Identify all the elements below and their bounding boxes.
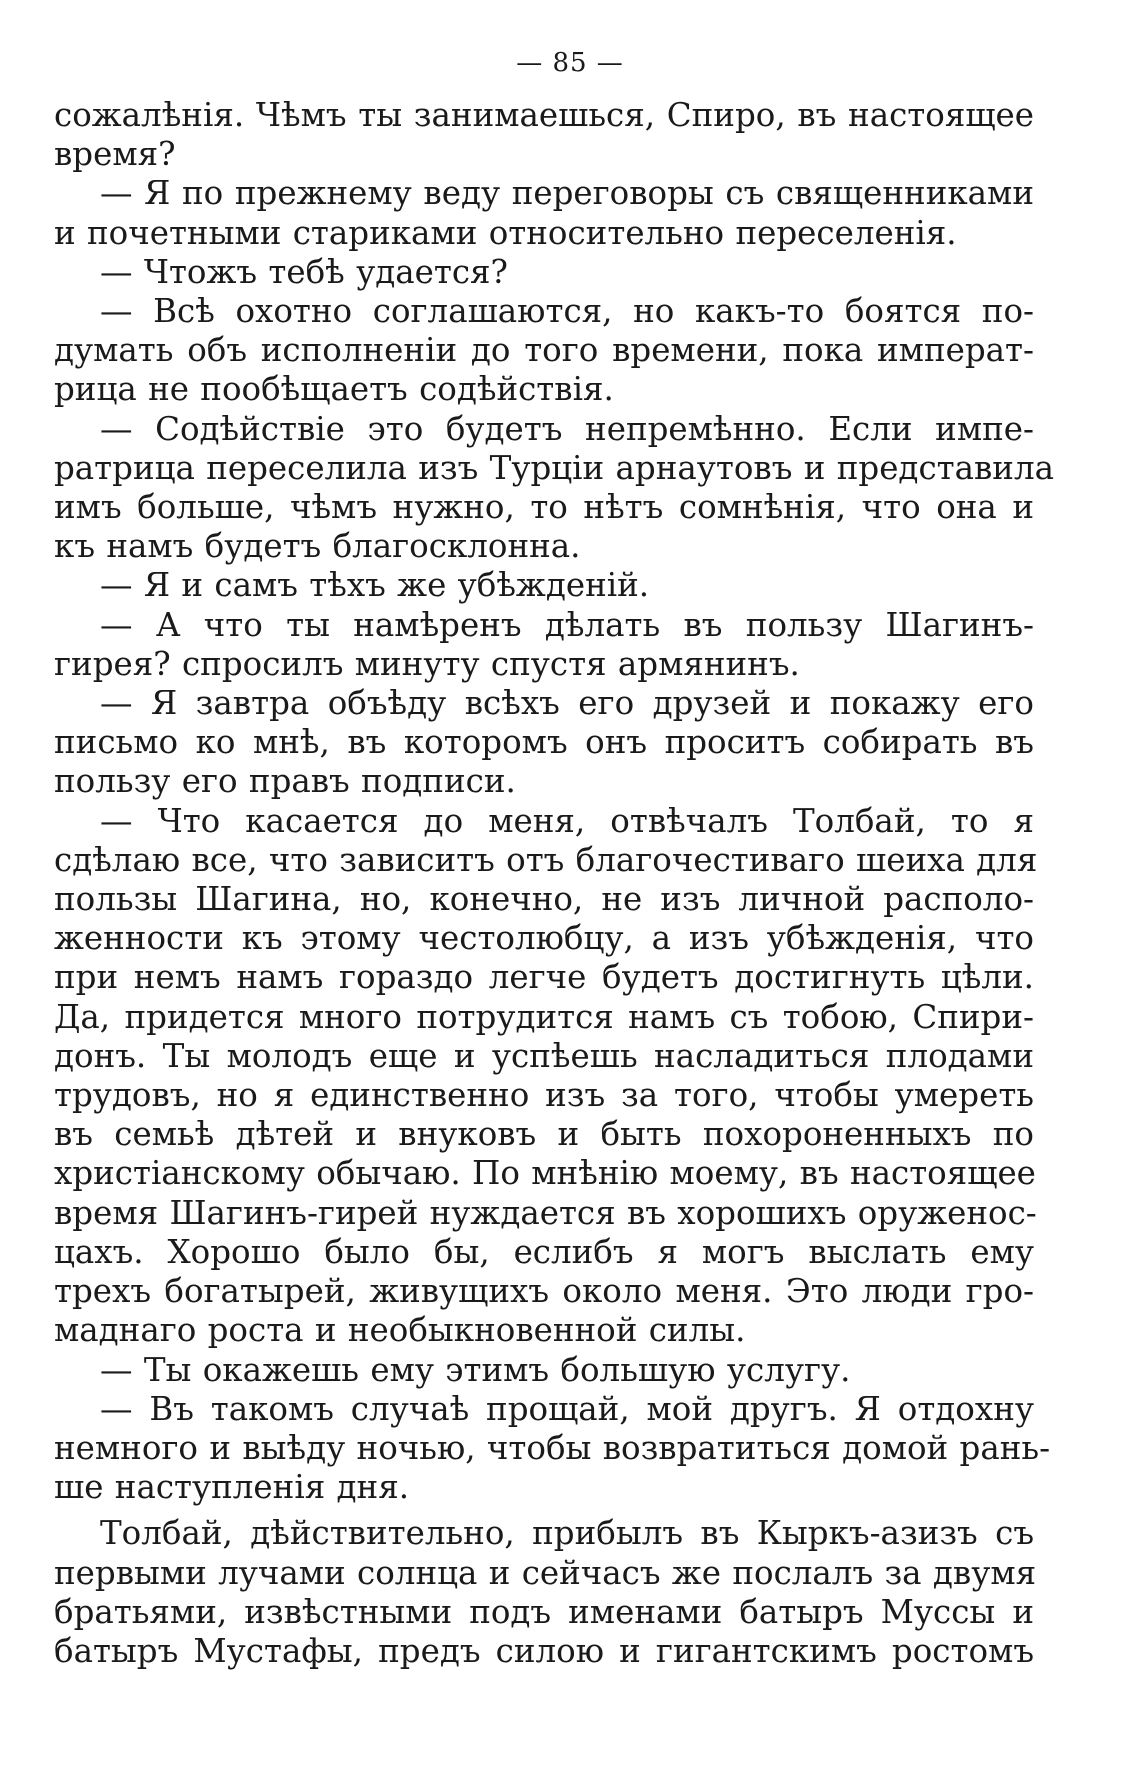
text-line: женности къ этому честолюбцу, а изъ убѣжденія, что [54, 919, 1034, 958]
text-line: трудовъ, но я единственно изъ за того, чтобы умереть [54, 1076, 1034, 1115]
body-text [54, 96, 1054, 1671]
page-number: — 85 — [516, 48, 624, 78]
text-line: донъ. Ты молодъ еще и успѣешь насладиться плодами [54, 1036, 1034, 1075]
text-line: письмо ко мнѣ, въ которомъ онъ проситъ собирать въ [54, 723, 1034, 762]
text-line: — Всѣ охотно соглашаются, но какъ-то боятся по- [100, 292, 1034, 331]
text-line: Да, придется много потрудится намъ съ тобою, Спири- [54, 997, 1034, 1036]
text-line: — Ты окажешь ему этимъ большую услугу. [100, 1350, 851, 1389]
text-line: сдѣлаю все, что зависитъ отъ благочестиваго шеиха для [54, 840, 1038, 879]
text-line: ше наступленія дня. [54, 1468, 410, 1507]
text-line: — Я и самъ тѣхъ же убѣжденій. [100, 566, 650, 605]
text-line: — Чтожъ тебѣ удается? [100, 252, 508, 291]
text-line: братьями, извѣстными подъ именами батыръ Муссы и [54, 1592, 1034, 1631]
text-line: Толбай, дѣйствительно, прибылъ въ Кыркъ-азизъ съ [100, 1514, 1034, 1553]
text-line: при немъ намъ гораздо легче будетъ достигнуть цѣли. [54, 958, 1034, 997]
text-line: рица не пообѣщаетъ содѣйствія. [54, 370, 614, 409]
text-line: — Я по прежнему веду переговоры съ священниками [100, 174, 1034, 213]
text-line: маднаго роста и необыкновенной силы. [54, 1311, 746, 1350]
text-line: въ семьѣ дѣтей и внуковъ и быть похороненныхъ по [54, 1115, 1034, 1154]
text-line: къ намъ будетъ благосклонна. [54, 527, 581, 566]
text-line: — Я завтра объѣду всѣхъ его друзей и покажу его [100, 684, 1034, 723]
text-line: — Что касается до меня, отвѣчалъ Толбай, то я [100, 801, 1034, 840]
text-line: пользы Шагина, но, конечно, не изъ личной располо- [54, 880, 1034, 919]
text-line: сожалѣнія. Чѣмъ ты занимаешься, Спиро, въ настоящее [54, 96, 1034, 134]
text-line: немного и выѣду ночью, чтобы возвратиться домой рань- [54, 1428, 1051, 1467]
text-line: гирея? спросилъ минуту спустя армянинъ. [54, 644, 800, 683]
text-line: — А что ты намѣренъ дѣлать въ пользу Шагинъ- [100, 605, 1034, 644]
text-line: имъ больше, чѣмъ нужно, то нѣтъ сомнѣнія, что она и [54, 488, 1034, 527]
text-line: христіанскому обычаю. По мнѣнію моему, въ настоящее [54, 1154, 1036, 1193]
text-line: время Шагинъ-гирей нуждается въ хорошихъ оруженос- [54, 1193, 1037, 1232]
text-line: — Въ такомъ случаѣ прощай, мой другъ. Я отдохну [100, 1389, 1034, 1428]
text-line: цахъ. Хорошо было бы, еслибъ я могъ выслать ему [54, 1232, 1034, 1271]
text-line: ратрица переселила изъ Турціи арнаутовъ и представила [54, 448, 1054, 487]
text-line: думать объ исполненіи до того времени, пока императ- [54, 331, 1034, 370]
text-line: трехъ богатырей, живущихъ около меня. Это люди гро- [54, 1272, 1034, 1311]
text-line: батыръ Мустафы, предъ силою и гигантскимъ ростомъ [54, 1631, 1034, 1670]
text-line: пользу его правъ подписи. [54, 762, 516, 801]
text-line: первыми лучами солнца и сейчасъ же послалъ за двумя [54, 1553, 1037, 1592]
text-line: и почетными стариками относительно переселенія. [54, 213, 957, 252]
text-line: время? [54, 135, 176, 174]
text-line: — Содѣйствіе это будетъ непремѣнно. Если импе- [100, 409, 1034, 448]
